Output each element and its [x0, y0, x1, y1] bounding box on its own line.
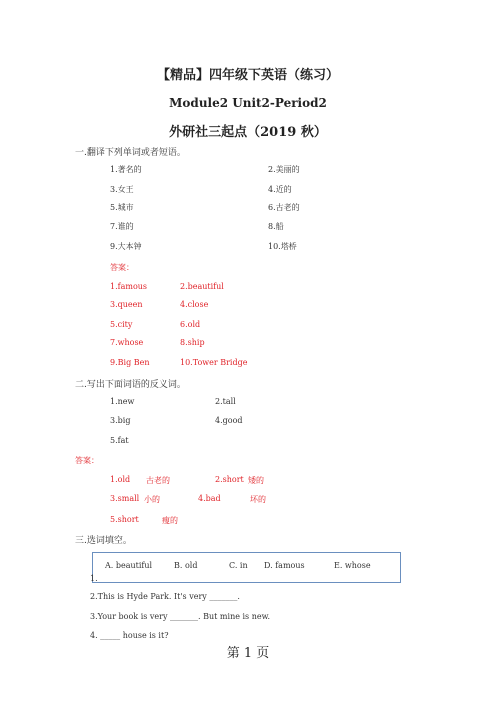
s1-item: 3.女王	[110, 185, 134, 194]
s1-item: 4.近的	[268, 185, 292, 194]
s2-answer: 2.short	[215, 475, 244, 484]
s2-item: 1.new	[110, 397, 135, 406]
s2-answer: 瘦的	[162, 516, 178, 525]
s1-item: 10.塔桥	[268, 242, 297, 251]
s1-item: 8.船	[268, 222, 284, 231]
s1-item: 9.大本钟	[110, 242, 142, 251]
s1-answer: 7.whose	[110, 338, 144, 347]
s2-answer: 矮的	[248, 476, 264, 485]
section3-heading: 三.选词填空。	[75, 536, 132, 546]
page-subtitle: Module2 Unit2-Period2	[169, 96, 327, 110]
s1-answer: 3.queen	[110, 300, 143, 309]
s2-item: 3.big	[110, 416, 131, 425]
s2-item: 2.tall	[215, 397, 236, 406]
s1-item: 6.古老的	[268, 203, 300, 212]
s2-item: 5.fat	[110, 436, 129, 445]
answer-label: 答案：	[75, 456, 99, 465]
s1-answer: 8.ship	[180, 338, 205, 347]
s1-answer: 1.famous	[110, 282, 148, 291]
page-title: 【精品】四年级下英语（练习）	[156, 68, 339, 83]
s2-answer: 小的	[144, 495, 160, 504]
option-b: B. old	[174, 561, 198, 570]
s1-answer: 9.Big Ben	[110, 358, 150, 367]
s2-answer: 5.short	[110, 515, 139, 524]
s2-answer: 3.small	[110, 494, 140, 503]
s1-answer: 5.city	[110, 320, 133, 329]
option-c: C. in	[229, 561, 248, 570]
s1-answer: 10.Tower Bridge	[180, 358, 248, 367]
s1-item: 5.城市	[110, 203, 134, 212]
page-footer: 第 1 页	[226, 646, 270, 661]
publisher-line: 外研社三起点（2019 秋）	[169, 125, 327, 140]
s1-answer: 6.old	[180, 320, 201, 329]
question-3: 3.Your book is very _______. But mine is new.	[90, 612, 271, 621]
option-d: D. famous	[264, 561, 305, 570]
s1-answer: 4.close	[180, 300, 209, 309]
section2-heading: 二.写出下面词语的反义词。	[75, 380, 186, 390]
s2-item: 4.good	[215, 416, 243, 425]
option-a: A. beautiful	[105, 561, 153, 570]
s2-answer: 4.bad	[198, 494, 221, 503]
answer-label: 答案：	[110, 263, 134, 272]
option-e: E. whose	[334, 561, 371, 570]
question-2: 2.This is Hyde Park. It's very _______.	[90, 592, 240, 601]
s2-answer: 1.old	[110, 475, 131, 484]
question-4: 4. _____ house is it?	[90, 631, 169, 640]
s1-item: 1.著名的	[110, 165, 142, 174]
word-options-box	[92, 552, 401, 583]
section1-heading: 一.翻译下列单词或者短语。	[75, 148, 186, 158]
s1-item: 7.谁的	[110, 222, 134, 231]
s1-answer: 2.beautiful	[180, 282, 224, 291]
s1-item: 2.美丽的	[268, 165, 300, 174]
question-1: 1.	[90, 574, 98, 583]
s2-answer: 古老的	[146, 476, 170, 485]
s2-answer: 坏的	[250, 495, 266, 504]
